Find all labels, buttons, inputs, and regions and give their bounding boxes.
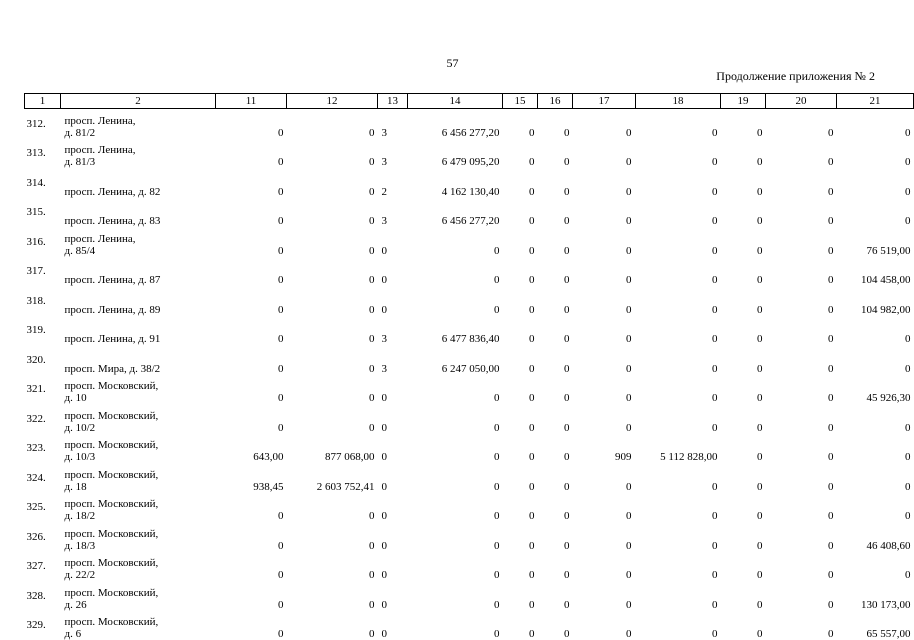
cell-c11: 938,45 (253, 480, 284, 493)
cell-c21: 0 (905, 126, 911, 139)
cell-c18: 0 (712, 628, 718, 640)
cell-c18: 0 (712, 362, 718, 375)
cell-c15: 0 (529, 185, 535, 198)
cell-c18: 0 (712, 185, 718, 198)
cell-c16: 0 (564, 569, 570, 581)
cell-addr: просп. Ленина, д. 91 (64, 333, 161, 345)
cell-c13: 0 (381, 451, 387, 463)
column-header-15: 15 (503, 94, 538, 109)
column-header-11: 11 (216, 94, 287, 109)
cell-addr: просп. Московский, д. 10/3 (64, 439, 159, 463)
cell-c12: 0 (369, 510, 375, 522)
cell-c16: 0 (564, 480, 570, 493)
cell-c21: 104 458,00 (861, 274, 911, 286)
cell-c19: 0 (757, 392, 763, 404)
cell-c15: 0 (529, 421, 535, 434)
table-row (25, 109, 914, 139)
cell-c15: 0 (529, 628, 535, 640)
cell-c20: 0 (828, 628, 834, 640)
cell-c20: 0 (828, 215, 834, 227)
table-row (25, 552, 914, 582)
table-row (25, 345, 914, 375)
cell-addr: просп. Московский, д. 22/2 (64, 557, 159, 581)
cell-c12: 0 (369, 303, 375, 316)
cell-c14: 0 (494, 274, 500, 286)
cell-c20: 0 (828, 569, 834, 581)
cell-num: 328. (26, 589, 46, 602)
cell-c15: 0 (529, 244, 535, 257)
cell-addr: просп. Московский, д. 26 (64, 586, 159, 611)
cell-c14: 0 (494, 421, 500, 434)
cell-c19: 0 (757, 539, 763, 552)
cell-c11: 0 (278, 244, 284, 257)
table-row (25, 286, 914, 316)
cell-c21: 46 408,60 (866, 539, 911, 552)
cell-c19: 0 (757, 362, 763, 375)
cell-c11: 0 (278, 569, 284, 581)
cell-c21: 45 926,30 (866, 392, 911, 404)
cell-c20: 0 (828, 421, 834, 434)
cell-c12: 0 (369, 392, 375, 404)
cell-c16: 0 (564, 274, 570, 286)
cell-c15: 0 (529, 362, 535, 375)
cell-c13: 3 (381, 333, 387, 345)
cell-c19: 0 (757, 303, 763, 316)
cell-c18: 0 (712, 156, 718, 168)
cell-c11: 0 (278, 598, 284, 611)
cell-c21: 0 (905, 480, 911, 493)
cell-c18: 0 (712, 274, 718, 286)
cell-c11: 0 (278, 421, 284, 434)
cell-c14: 0 (494, 244, 500, 257)
table-row (25, 257, 914, 287)
cell-c15: 0 (529, 333, 535, 345)
cell-c13: 0 (381, 539, 387, 552)
cell-c11: 0 (278, 156, 284, 168)
cell-c13: 0 (381, 480, 387, 493)
cell-c19: 0 (757, 126, 763, 139)
cell-addr: просп. Московский, д. 18 (64, 468, 159, 493)
cell-c17: 0 (626, 215, 632, 227)
cell-c19: 0 (757, 156, 763, 168)
cell-c14: 0 (494, 510, 500, 522)
cell-c19: 0 (757, 185, 763, 198)
cell-c16: 0 (564, 392, 570, 404)
table-body (25, 109, 914, 640)
cell-c18: 0 (712, 480, 718, 493)
cell-c17: 0 (626, 362, 632, 375)
cell-c21: 65 557,00 (866, 628, 911, 640)
cell-c15: 0 (529, 510, 535, 522)
cell-c15: 0 (529, 451, 535, 463)
cell-addr: просп. Московский, д. 18/2 (64, 498, 159, 522)
cell-c11: 0 (278, 333, 284, 345)
cell-c12: 0 (369, 215, 375, 227)
table-row (25, 316, 914, 346)
cell-c20: 0 (828, 156, 834, 168)
cell-c11: 0 (278, 362, 284, 375)
table-row (25, 139, 914, 169)
cell-c14: 0 (494, 480, 500, 493)
cell-c20: 0 (828, 185, 834, 198)
cell-c13: 0 (381, 274, 387, 286)
column-header-2: 2 (61, 94, 216, 109)
cell-c15: 0 (529, 392, 535, 404)
table-row (25, 375, 914, 405)
cell-c16: 0 (564, 421, 570, 434)
cell-c14: 6 477 836,40 (441, 333, 500, 345)
cell-addr: просп. Ленина, д. 83 (64, 215, 161, 227)
cell-c19: 0 (757, 421, 763, 434)
column-header-13: 13 (378, 94, 408, 109)
cell-c17: 0 (626, 539, 632, 552)
cell-c20: 0 (828, 274, 834, 286)
cell-num: 320. (26, 353, 46, 366)
cell-c17: 0 (626, 156, 632, 168)
cell-c18: 0 (712, 421, 718, 434)
cell-num: 312. (26, 117, 46, 130)
cell-c19: 0 (757, 480, 763, 493)
cell-c17: 0 (626, 569, 632, 581)
cell-c16: 0 (564, 126, 570, 139)
column-header-17: 17 (573, 94, 636, 109)
cell-c14: 0 (494, 303, 500, 316)
cell-c17: 0 (626, 244, 632, 257)
cell-c11: 0 (278, 274, 284, 286)
cell-c20: 0 (828, 126, 834, 139)
column-header-12: 12 (287, 94, 378, 109)
cell-c16: 0 (564, 244, 570, 257)
cell-c11: 0 (278, 126, 284, 139)
cell-addr: просп. Ленина, д. 89 (64, 303, 161, 316)
cell-c13: 2 (381, 185, 387, 198)
cell-addr: просп. Ленина, д. 85/4 (64, 232, 136, 257)
column-header-16: 16 (538, 94, 573, 109)
column-header-14: 14 (408, 94, 503, 109)
cell-c18: 0 (712, 126, 718, 139)
cell-c17: 909 (615, 451, 632, 463)
cell-c18: 0 (712, 539, 718, 552)
cell-c11: 0 (278, 510, 284, 522)
table-row (25, 227, 914, 257)
cell-c16: 0 (564, 333, 570, 345)
cell-c17: 0 (626, 628, 632, 640)
cell-num: 316. (26, 235, 46, 248)
cell-c21: 76 519,00 (866, 244, 911, 257)
cell-num: 329. (26, 619, 46, 632)
cell-c11: 0 (278, 392, 284, 404)
cell-c17: 0 (626, 274, 632, 286)
cell-c16: 0 (564, 156, 570, 168)
cell-c13: 0 (381, 392, 387, 404)
cell-num: 318. (26, 294, 46, 307)
cell-c13: 3 (381, 156, 387, 168)
table-row (25, 404, 914, 434)
cell-num: 322. (26, 412, 46, 425)
cell-c14: 0 (494, 392, 500, 404)
cell-c14: 4 162 130,40 (441, 185, 500, 198)
cell-c12: 0 (369, 421, 375, 434)
cell-c19: 0 (757, 598, 763, 611)
cell-c13: 0 (381, 628, 387, 640)
cell-c14: 6 456 277,20 (441, 215, 500, 227)
cell-c21: 0 (905, 362, 911, 375)
cell-c14: 0 (494, 598, 500, 611)
cell-c13: 0 (381, 303, 387, 316)
cell-c17: 0 (626, 126, 632, 139)
cell-num: 321. (26, 383, 46, 396)
cell-c14: 0 (494, 451, 500, 463)
table-row (25, 168, 914, 198)
cell-c20: 0 (828, 303, 834, 316)
cell-addr: просп. Мира, д. 38/2 (64, 362, 161, 375)
cell-c12: 0 (369, 362, 375, 375)
cell-c12: 0 (369, 539, 375, 552)
cell-c13: 0 (381, 569, 387, 581)
cell-c16: 0 (564, 539, 570, 552)
cell-c14: 6 479 095,20 (441, 156, 500, 168)
cell-c15: 0 (529, 539, 535, 552)
cell-c12: 0 (369, 628, 375, 640)
cell-c18: 0 (712, 303, 718, 316)
cell-num: 323. (26, 442, 46, 455)
cell-c14: 0 (494, 539, 500, 552)
cell-c13: 3 (381, 215, 387, 227)
cell-c20: 0 (828, 451, 834, 463)
cell-c20: 0 (828, 539, 834, 552)
cell-addr: просп. Московский, д. 18/3 (64, 527, 159, 552)
cell-c13: 3 (381, 362, 387, 375)
cell-c12: 0 (369, 244, 375, 257)
table-row (25, 581, 914, 611)
cell-c21: 0 (905, 510, 911, 522)
cell-c16: 0 (564, 451, 570, 463)
cell-addr: просп. Ленина, д. 81/3 (64, 144, 136, 168)
cell-addr: просп. Московский, д. 10/2 (64, 409, 159, 434)
cell-c12: 0 (369, 598, 375, 611)
cell-addr: просп. Московский, д. 10 (64, 380, 159, 404)
cell-c17: 0 (626, 480, 632, 493)
cell-c19: 0 (757, 569, 763, 581)
cell-num: 319. (26, 324, 46, 337)
cell-c17: 0 (626, 392, 632, 404)
cell-c15: 0 (529, 156, 535, 168)
cell-addr: просп. Ленина, д. 82 (64, 185, 161, 198)
table-row (25, 522, 914, 552)
cell-c14: 6 247 050,00 (441, 362, 500, 375)
cell-c17: 0 (626, 303, 632, 316)
cell-c19: 0 (757, 215, 763, 227)
cell-addr: просп. Ленина, д. 81/2 (64, 114, 136, 139)
cell-addr: просп. Московский, д. 6 (64, 616, 159, 640)
cell-c12: 2 603 752,41 (316, 480, 375, 493)
cell-c16: 0 (564, 215, 570, 227)
cell-c18: 0 (712, 215, 718, 227)
cell-c16: 0 (564, 362, 570, 375)
cell-c14: 6 456 277,20 (441, 126, 500, 139)
cell-c12: 0 (369, 156, 375, 168)
cell-c15: 0 (529, 569, 535, 581)
column-header-18: 18 (636, 94, 721, 109)
cell-num: 317. (26, 265, 46, 278)
cell-c21: 0 (905, 569, 911, 581)
cell-c20: 0 (828, 244, 834, 257)
cell-c19: 0 (757, 451, 763, 463)
cell-c18: 0 (712, 392, 718, 404)
cell-c21: 0 (905, 185, 911, 198)
cell-c13: 0 (381, 598, 387, 611)
cell-c11: 643,00 (253, 451, 284, 463)
cell-c21: 104 982,00 (861, 303, 911, 316)
cell-addr: просп. Ленина, д. 87 (64, 274, 161, 286)
cell-c17: 0 (626, 333, 632, 345)
cell-c16: 0 (564, 185, 570, 198)
cell-c21: 130 173,00 (861, 598, 911, 611)
column-header-20: 20 (766, 94, 837, 109)
cell-c12: 877 068,00 (325, 451, 375, 463)
cell-c20: 0 (828, 392, 834, 404)
cell-c12: 0 (369, 185, 375, 198)
cell-c16: 0 (564, 303, 570, 316)
cell-c15: 0 (529, 274, 535, 286)
cell-num: 327. (26, 560, 46, 573)
cell-c11: 0 (278, 303, 284, 316)
column-header-19: 19 (721, 94, 766, 109)
cell-num: 315. (26, 206, 46, 219)
cell-c12: 0 (369, 569, 375, 581)
cell-c17: 0 (626, 421, 632, 434)
cell-c18: 5 112 828,00 (660, 451, 718, 463)
cell-num: 324. (26, 471, 46, 484)
page-number: 57 (446, 56, 459, 70)
column-header-1: 1 (25, 94, 61, 109)
cell-c20: 0 (828, 333, 834, 345)
data-table (24, 93, 914, 640)
cell-c20: 0 (828, 480, 834, 493)
cell-c19: 0 (757, 510, 763, 522)
cell-c13: 0 (381, 244, 387, 257)
cell-c18: 0 (712, 244, 718, 257)
cell-c16: 0 (564, 510, 570, 522)
appendix-caption: Продолжение приложения № 2 (716, 69, 875, 83)
cell-c11: 0 (278, 539, 284, 552)
cell-c19: 0 (757, 244, 763, 257)
table-header (25, 94, 914, 109)
cell-c11: 0 (278, 628, 284, 640)
table-row (25, 434, 914, 464)
cell-c13: 0 (381, 421, 387, 434)
cell-c17: 0 (626, 185, 632, 198)
column-header-21: 21 (837, 94, 914, 109)
cell-c21: 0 (905, 421, 911, 434)
cell-c15: 0 (529, 126, 535, 139)
cell-c21: 0 (905, 215, 911, 227)
cell-num: 314. (26, 176, 46, 189)
cell-c15: 0 (529, 598, 535, 611)
cell-c21: 0 (905, 333, 911, 345)
cell-c20: 0 (828, 510, 834, 522)
cell-c18: 0 (712, 333, 718, 345)
cell-c14: 0 (494, 569, 500, 581)
cell-num: 326. (26, 530, 46, 543)
cell-c18: 0 (712, 569, 718, 581)
cell-c15: 0 (529, 303, 535, 316)
cell-c18: 0 (712, 598, 718, 611)
cell-num: 325. (26, 501, 46, 514)
cell-c17: 0 (626, 510, 632, 522)
cell-c19: 0 (757, 333, 763, 345)
cell-c15: 0 (529, 480, 535, 493)
cell-c21: 0 (905, 156, 911, 168)
cell-c16: 0 (564, 628, 570, 640)
table-row (25, 493, 914, 523)
cell-c17: 0 (626, 598, 632, 611)
cell-c16: 0 (564, 598, 570, 611)
cell-num: 313. (26, 147, 46, 160)
table-row (25, 198, 914, 228)
cell-c12: 0 (369, 126, 375, 139)
cell-c20: 0 (828, 362, 834, 375)
cell-c11: 0 (278, 185, 284, 198)
cell-c20: 0 (828, 598, 834, 611)
cell-c21: 0 (905, 451, 911, 463)
cell-c19: 0 (757, 628, 763, 640)
cell-c19: 0 (757, 274, 763, 286)
table-row (25, 611, 914, 640)
cell-c11: 0 (278, 215, 284, 227)
cell-c12: 0 (369, 333, 375, 345)
cell-c13: 0 (381, 510, 387, 522)
cell-c12: 0 (369, 274, 375, 286)
cell-c15: 0 (529, 215, 535, 227)
table-row (25, 463, 914, 493)
cell-c18: 0 (712, 510, 718, 522)
cell-c13: 3 (381, 126, 387, 139)
cell-c14: 0 (494, 628, 500, 640)
